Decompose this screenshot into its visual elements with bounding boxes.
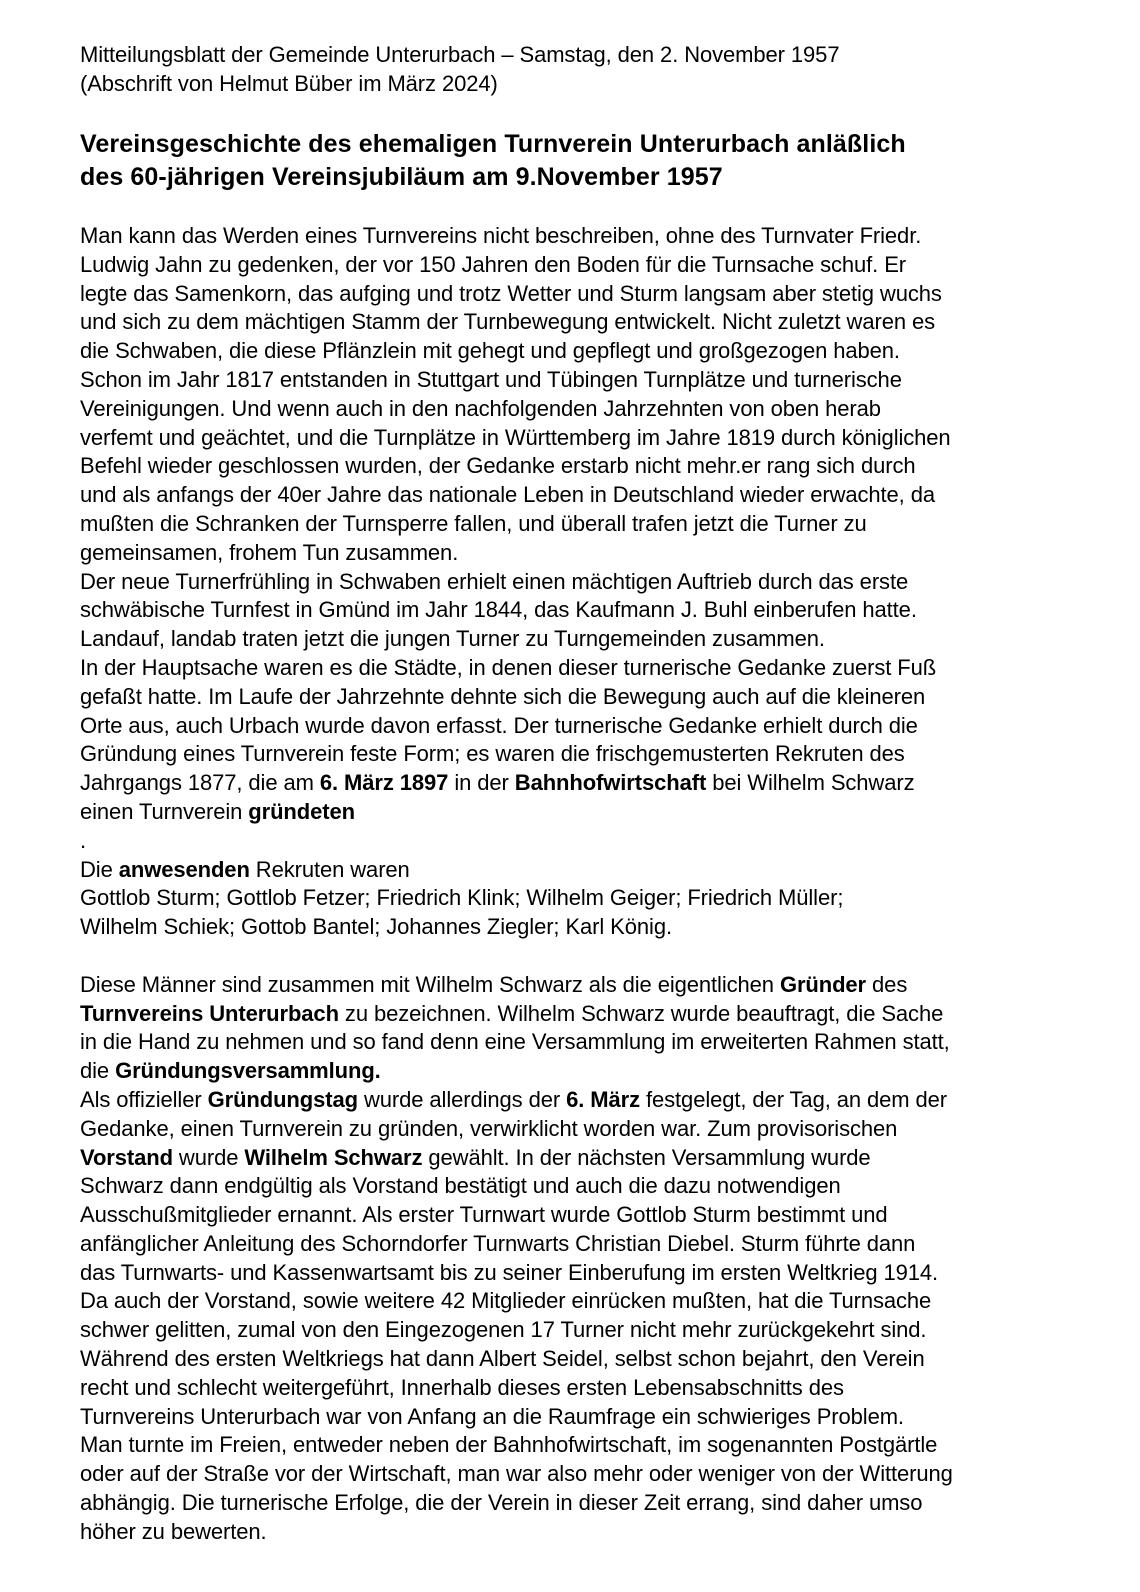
text-line bbox=[80, 1086, 1120, 1115]
text-line: (Abschrift von Helmut Büber im März 2024) bbox=[80, 71, 498, 96]
text-line: die Schwaben, die diese Pflänzlein mit gehegt und gepflegt und großgezogen haben. bbox=[80, 338, 900, 364]
bold-text-segment: 6. März 1897 bbox=[319, 770, 449, 796]
text-line: verfemt und geächtet, und die Turnplätze in Württemberg im Jahre 1819 durch königlichen bbox=[80, 424, 951, 450]
bold-text-segment: Turnvereins Unterurbach bbox=[80, 1000, 339, 1026]
text-line: anfänglicher Anleitung des Schorndorfer Turnwarts Christian Diebel. Sturm führte dann bbox=[80, 1230, 916, 1256]
bold-text-segment: Wilhelm Schwarz bbox=[244, 1144, 423, 1170]
text-line bbox=[80, 1000, 1120, 1029]
text-line: Schwarz dann endgültig als Vorstand bestätigt und auch die dazu notwendigen bbox=[80, 1173, 841, 1199]
text-segment: des bbox=[866, 971, 908, 997]
bold-text-segment: anwesenden bbox=[118, 856, 250, 882]
text-segment: gewählt. In der nächsten Versammlung wurde bbox=[422, 1144, 871, 1170]
text-line bbox=[80, 798, 1120, 827]
text-segment: Jahrgangs 1877, die am bbox=[80, 770, 320, 796]
text-line: Vereinsgeschichte des ehemaligen Turnverein Unterurbach anläßlich bbox=[80, 130, 906, 158]
bold-text-segment: Vorstand bbox=[80, 1144, 173, 1170]
text-line: Ludwig Jahn zu gedenken, der vor 150 Jahren den Boden für die Turnsache schuf. Er bbox=[80, 251, 906, 277]
text-line: Man turnte im Freien, entweder neben der Bahnhofwirtschaft, im sogenannten Postgärtle bbox=[80, 1432, 938, 1458]
text-line bbox=[80, 1144, 1120, 1173]
text-line bbox=[80, 769, 1120, 798]
text-segment: einen Turnverein bbox=[80, 798, 249, 824]
text-line: Der neue Turnerfrühling in Schwaben erhielt einen mächtigen Auftrieb durch das erste bbox=[80, 568, 909, 594]
text-line: schwer gelitten, zumal von den Eingezogenen 17 Turner nicht mehr zurückgekehrt sind. bbox=[80, 1317, 927, 1343]
text-line: Während des ersten Weltkriegs hat dann Albert Seidel, selbst schon bejahrt, den Verein bbox=[80, 1346, 925, 1372]
text-line: oder auf der Straße vor der Wirtschaft, man war also mehr oder weniger von der Witterung bbox=[80, 1461, 953, 1487]
document-body bbox=[80, 222, 1120, 1547]
text-segment: Die bbox=[80, 856, 119, 882]
text-line: Vereinigungen. Und wenn auch in den nachfolgenden Jahrzehnten von oben herab bbox=[80, 395, 881, 421]
text-segment: bei Wilhelm Schwarz bbox=[706, 770, 915, 796]
text-line: In der Hauptsache waren es die Städte, in denen dieser turnerische Gedanke zuerst Fuß bbox=[80, 654, 937, 680]
bold-text-segment: Gründungstag bbox=[207, 1086, 358, 1112]
text-line: und als anfangs der 40er Jahre das nationale Leben in Deutschland wieder erwachte, da bbox=[80, 482, 935, 508]
text-line: Landauf, landab traten jetzt die jungen Turner zu Turngemeinden zusammen. bbox=[80, 626, 825, 652]
bold-text-segment: Bahnhofwirtschaft bbox=[514, 770, 707, 796]
bold-text-segment: 6. März bbox=[566, 1086, 640, 1112]
text-line bbox=[80, 856, 1120, 885]
text-line: Wilhelm Schiek; Gottob Bantel; Johannes Ziegler; Karl König. bbox=[80, 914, 672, 940]
text-line: in die Hand zu nehmen und so fand denn eine Versammlung im erweiterten Rahmen statt, bbox=[80, 1029, 950, 1055]
text-line bbox=[80, 942, 1120, 971]
document-meta bbox=[80, 40, 1120, 98]
text-segment: Diese Männer sind zusammen mit Wilhelm Schwarz als die eigentlichen bbox=[80, 971, 780, 997]
bold-text-segment: Gründer bbox=[779, 971, 867, 997]
text-segment: Als offizieller bbox=[80, 1086, 208, 1112]
text-line: und sich zu dem mächtigen Stamm der Turnbewegung entwickelt. Nicht zuletzt waren es bbox=[80, 309, 936, 335]
text-line: höher zu bewerten. bbox=[80, 1518, 267, 1544]
text-line: mußten die Schranken der Turnsperre fallen, und überall trafen jetzt die Turner zu bbox=[80, 510, 867, 536]
text-segment: wurde allerdings der bbox=[357, 1086, 567, 1112]
text-segment: wurde bbox=[172, 1144, 245, 1170]
text-line: . bbox=[80, 827, 87, 853]
text-line bbox=[80, 971, 1120, 1000]
text-line: gemeinsamen, frohem Tun zusammen. bbox=[80, 539, 459, 565]
text-line: gefaßt hatte. Im Laufe der Jahrzehnte dehnte sich die Bewegung auch auf die kleineren bbox=[80, 683, 926, 709]
text-line: Turnvereins Unterurbach war von Anfang an die Raumfrage ein schwieriges Problem. bbox=[80, 1403, 904, 1429]
text-line: Mitteilungsblatt der Gemeinde Unterurbach – Samstag, den 2. November 1957 bbox=[80, 42, 840, 67]
document-title bbox=[80, 128, 1120, 194]
text-line: des 60-jährigen Vereinsjubiläum am 9.November 1957 bbox=[80, 163, 723, 191]
text-line bbox=[80, 1057, 1120, 1086]
text-segment: zu bezeichnen. Wilhelm Schwarz wurde beauftragt, die Sache bbox=[338, 1000, 944, 1026]
text-line: Gottlob Sturm; Gottlob Fetzer; Friedrich Klink; Wilhelm Geiger; Friedrich Müller; bbox=[80, 885, 844, 911]
text-line: Ausschußmitglieder ernannt. Als erster Turnwart wurde Gottlob Sturm bestimmt und bbox=[80, 1202, 888, 1228]
text-line: Gründung eines Turnverein feste Form; es waren die frischgemusterten Rekruten des bbox=[80, 741, 905, 767]
text-segment: festgelegt, der Tag, an dem der bbox=[639, 1086, 948, 1112]
text-line: schwäbische Turnfest in Gmünd im Jahr 1844, das Kaufmann J. Buhl einberufen hatte. bbox=[80, 597, 917, 623]
text-line: recht und schlecht weitergeführt, Innerhalb dieses ersten Lebensabschnitts des bbox=[80, 1374, 844, 1400]
text-line: das Turnwarts- und Kassenwartsamt bis zu seiner Einberufung im ersten Weltkrieg 1914. bbox=[80, 1259, 939, 1285]
text-line: Befehl wieder geschlossen wurden, der Gedanke erstarb nicht mehr.er rang sich durch bbox=[80, 453, 916, 479]
text-line: Orte aus, auch Urbach wurde davon erfasst. Der turnerische Gedanke erhielt durch die bbox=[80, 712, 918, 738]
text-line: abhängig. Die turnerische Erfolge, die der Verein in dieser Zeit errang, sind daher umso bbox=[80, 1490, 923, 1516]
text-line: legte das Samenkorn, das aufging und trotz Wetter und Sturm langsam aber stetig wuchs bbox=[80, 280, 942, 306]
text-line: Schon im Jahr 1817 entstanden in Stuttgart und Tübingen Turnplätze und turnerische bbox=[80, 366, 902, 392]
bold-text-segment: Gründungsversammlung. bbox=[115, 1058, 381, 1084]
text-line: Man kann das Werden eines Turnvereins nicht beschreiben, ohne des Turnvater Friedr. bbox=[80, 223, 922, 248]
text-line: Gedanke, einen Turnverein zu gründen, verwirklicht worden war. Zum provisorischen bbox=[80, 1115, 898, 1141]
text-segment: in der bbox=[448, 770, 515, 796]
text-segment: die bbox=[80, 1058, 116, 1084]
text-line: Da auch der Vorstand, sowie weitere 42 Mitglieder einrücken mußten, hat die Turnsache bbox=[80, 1288, 932, 1314]
text-segment: Rekruten waren bbox=[249, 856, 410, 882]
bold-text-segment: gründeten bbox=[248, 798, 355, 824]
